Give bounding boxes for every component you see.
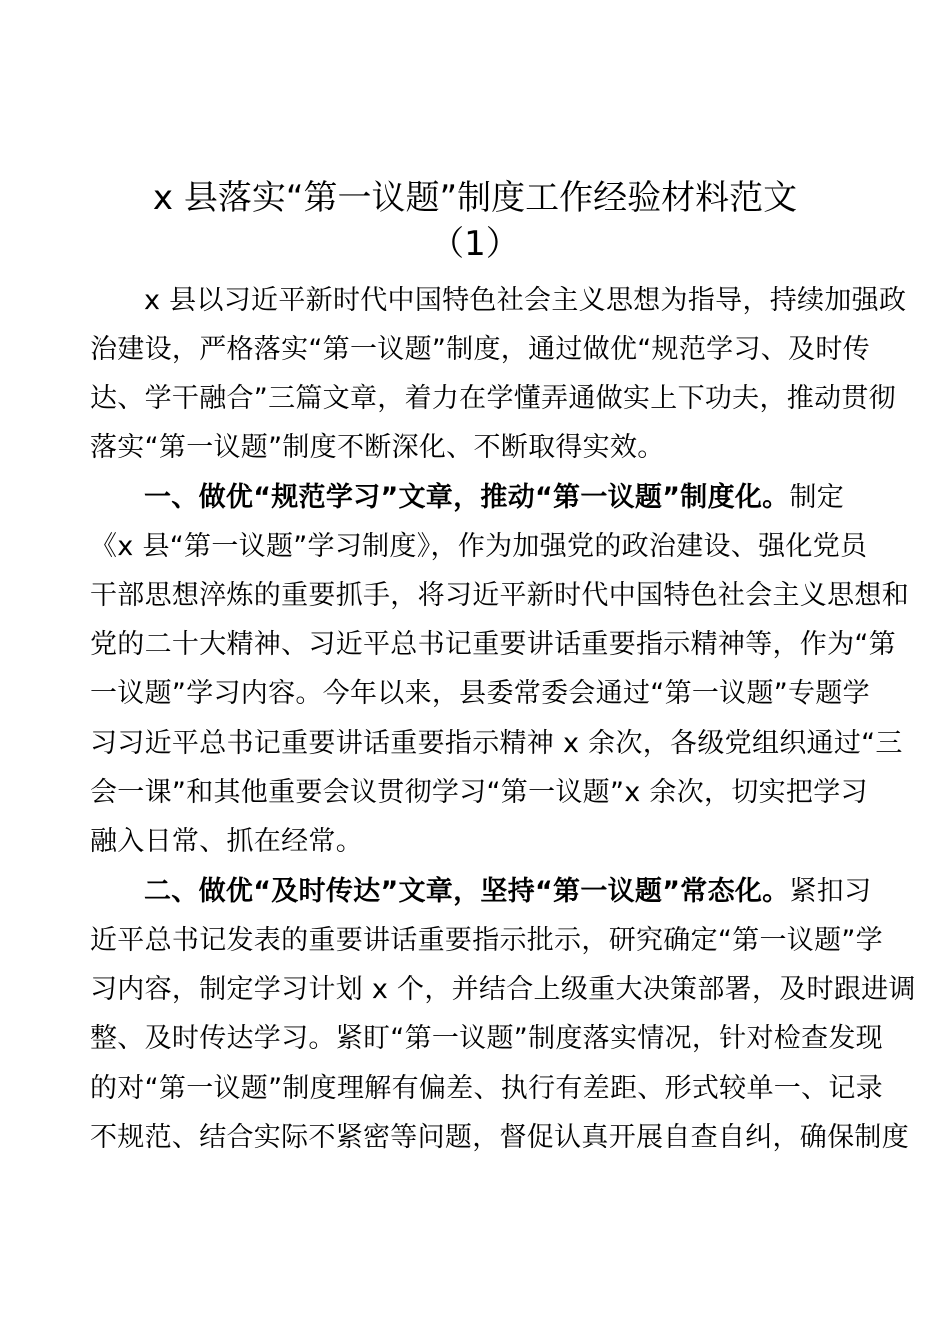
section2-line: 习内容，制定学习计划 x 个，并结合上级重大决策部署，及时跟进调 (90, 974, 916, 1005)
section2-line: 不规范、结合实际不紧密等问题，督促认真开展自查自纠，确保制度 (90, 1122, 909, 1153)
section2-line: 近平总书记发表的重要讲话重要指示批示，研究确定“第一议题”学 (90, 925, 883, 956)
section1-text-start: 制定 (789, 482, 845, 513)
intro-line: 达、学干融合”三篇文章，着力在学懂弄通做实上下功夫，推动贯彻 (90, 383, 896, 414)
section2-text-start: 紧扣习 (789, 876, 872, 907)
section1-line: 干部思想淬炼的重要抓手，将习近平新时代中国特色社会主义思想和 (90, 580, 909, 611)
document-title: x 县落实“第一议题”制度工作经验材料范文 (152, 178, 798, 218)
section1-heading: 一、做优“规范学习”文章，推动“第一议题”制度化。 (144, 482, 790, 513)
section2-line: 整、及时传达学习。紧盯“第一议题”制度落实情况，针对检查发现 (90, 1023, 883, 1054)
document-title-number: （1） (430, 224, 520, 264)
section2-line: 的对“第一议题”制度理解有偏差、执行有差距、形式较单一、记录 (90, 1073, 883, 1104)
section1-line: 习习近平总书记重要讲话重要指示精神 x 余次，各级党组织通过“三 (90, 728, 903, 759)
section1-line: 《x 县“第一议题”学习制度》，作为加强党的政治建设、强化党员 (90, 531, 868, 562)
section1-first-line (144, 481, 860, 515)
section2-first-line (144, 875, 872, 909)
section1-line: 一议题”学习内容。今年以来，县委常委会通过“第一议题”专题学 (90, 678, 870, 709)
section1-line: 会一课”和其他重要会议贯彻学习“第一议题”x 余次，切实把学习 (90, 777, 868, 808)
intro-line: x 县以习近平新时代中国特色社会主义思想为指导，持续加强政 (144, 285, 907, 316)
intro-line: 落实“第一议题”制度不断深化、不断取得实效。 (90, 432, 665, 463)
intro-line: 治建设，严格落实“第一议题”制度，通过做优“规范学习、及时传 (90, 334, 870, 365)
section1-line: 融入日常、抓在经常。 (90, 826, 363, 857)
section2-heading: 二、做优“及时传达”文章，坚持“第一议题”常态化。 (144, 876, 790, 907)
section1-line: 党的二十大精神、习近平总书记重要讲话重要指示精神等，作为“第 (90, 629, 896, 660)
